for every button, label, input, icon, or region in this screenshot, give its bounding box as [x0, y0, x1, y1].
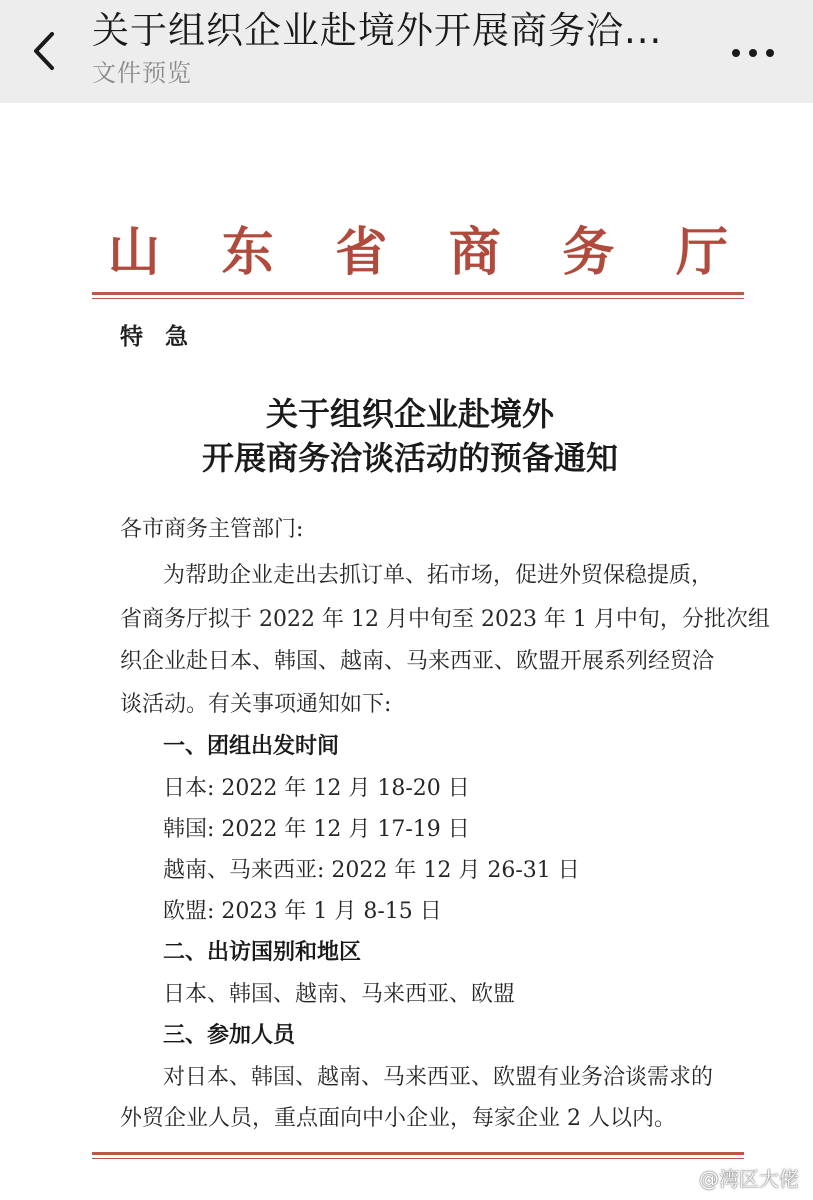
notice-title-line-2: 开展商务洽谈活动的预备通知 — [201, 439, 618, 477]
watermark-text: @湾区大佬 — [699, 1167, 799, 1191]
intro-line: 省商务厅拟于 2022 年 12 月中旬至 2023 年 1 月中旬，分批次组 — [120, 607, 770, 632]
watermark — [671, 1166, 799, 1192]
top-app-bar — [0, 0, 813, 103]
participants-line: 外贸企业人员，重点面向中小企业，每家企业 2 人以内。 — [120, 1106, 676, 1131]
weibo-icon — [671, 1169, 695, 1189]
intro-line: 谈活动。有关事项通知如下: — [120, 692, 392, 717]
countries-list: 日本、韩国、越南、马来西亚、欧盟 — [163, 982, 516, 1007]
footer-divider-thin — [92, 1158, 744, 1159]
intro-line: 织企业赴日本、韩国、越南、马来西亚、欧盟开展系列经贸洽 — [120, 649, 715, 674]
letterhead — [108, 223, 728, 283]
schedule-item: 日本: 2022 年 12 月 18-20 日 — [163, 776, 470, 801]
urgency-label: 特急 — [120, 324, 210, 350]
document-page — [0, 103, 813, 1200]
schedule-item: 欧盟: 2023 年 1 月 8-15 日 — [163, 899, 442, 924]
letterhead-char: 东 — [221, 222, 274, 283]
section-1-heading: 一、团组出发时间 — [163, 734, 340, 759]
schedule-item: 韩国: 2022 年 12 月 17-19 日 — [163, 817, 470, 842]
more-dots-icon — [732, 49, 740, 57]
letterhead-divider-thin — [92, 298, 744, 299]
document-title: 关于组织企业赴境外开展商务洽... — [92, 9, 663, 52]
footer-divider — [92, 1152, 744, 1155]
letterhead-char: 省 — [335, 222, 388, 283]
section-2-heading: 二、出访国别和地区 — [163, 940, 362, 965]
preview-subtitle: 文件预览 — [92, 59, 192, 87]
letterhead-char: 山 — [108, 222, 161, 283]
back-button[interactable] — [22, 26, 66, 76]
schedule-item: 越南、马来西亚: 2022 年 12 月 26-31 日 — [163, 858, 580, 883]
participants-line: 对日本、韩国、越南、马来西亚、欧盟有业务洽谈需求的 — [163, 1065, 714, 1090]
addressee: 各市商务主管部门: — [120, 517, 304, 542]
more-options-button[interactable] — [728, 38, 778, 68]
letterhead-char: 务 — [562, 222, 615, 283]
section-3-heading: 三、参加人员 — [163, 1023, 296, 1048]
notice-title-line-1: 关于组织企业赴境外 — [265, 395, 554, 433]
letterhead-divider — [92, 292, 744, 295]
letterhead-char: 厅 — [675, 222, 728, 283]
letterhead-char: 商 — [448, 222, 501, 283]
intro-line: 为帮助企业走出去抓订单、拓市场，促进外贸保稳提质， — [163, 563, 714, 588]
chevron-left-icon — [22, 26, 66, 76]
